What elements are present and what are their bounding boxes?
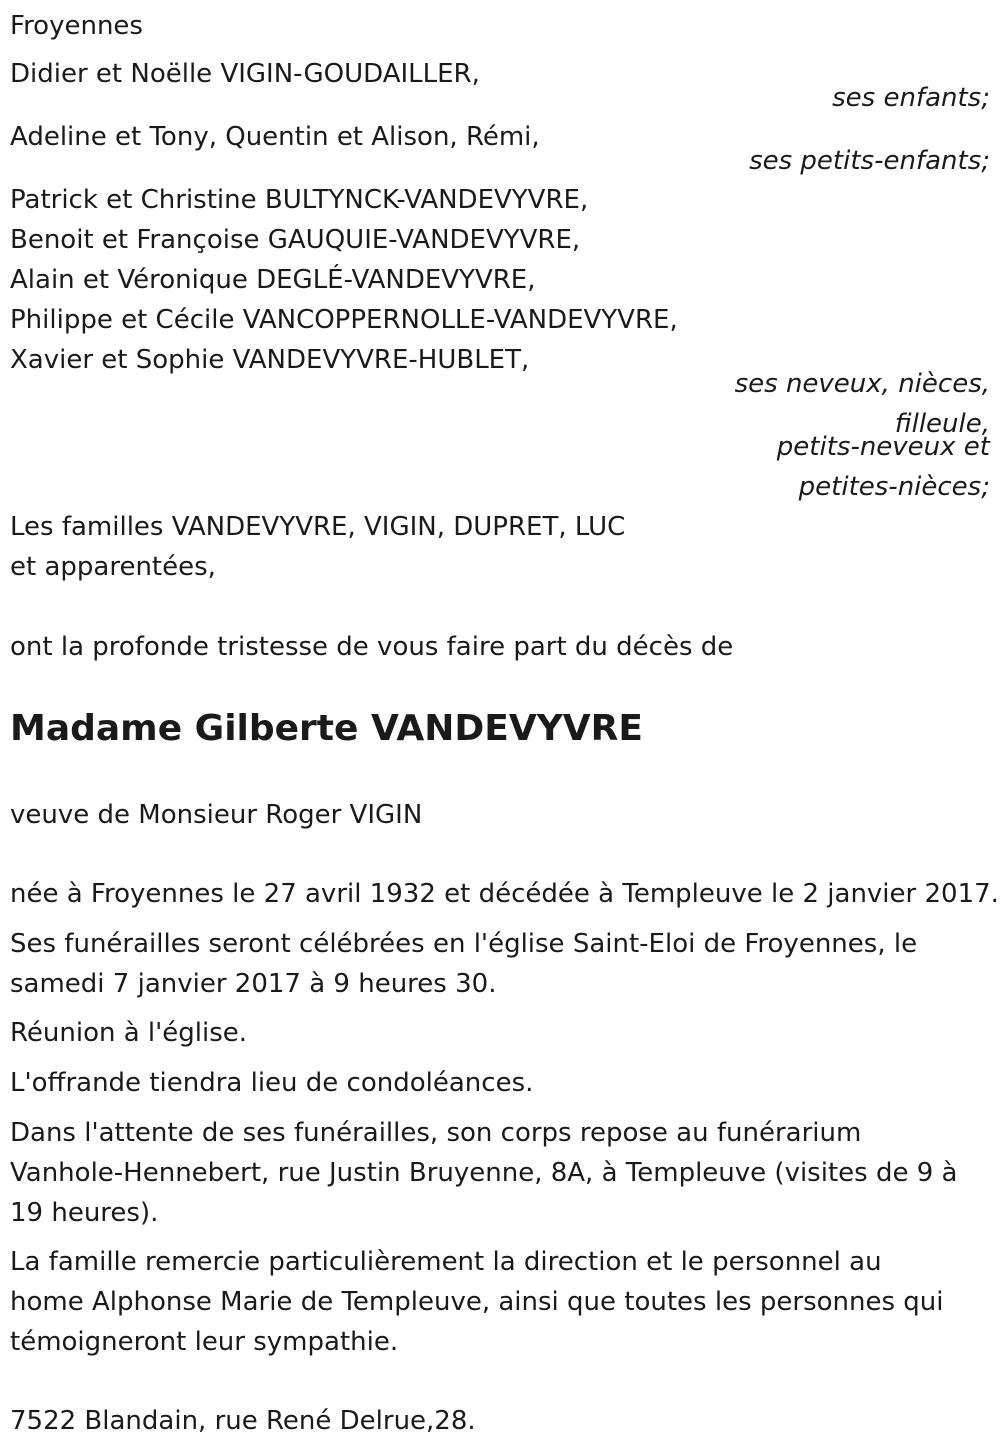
- nephews-role: ses neveux, nièces,: [734, 369, 990, 399]
- thanks-line: La famille remercie particulièrement la direction et le personnel au: [10, 1247, 882, 1277]
- families-line: Les familles VANDEVYVRE, VIGIN, DUPRET, LUC: [10, 512, 626, 542]
- meeting-line: Réunion à l'église.: [10, 1018, 248, 1048]
- nephews-role: petits-neveux et: [776, 432, 990, 462]
- children-role: ses enfants;: [832, 83, 990, 113]
- nephews-role: petites-nièces;: [798, 472, 990, 502]
- thanks-line: témoigneront leur sympathie.: [10, 1327, 399, 1357]
- grandchildren-names: Adeline et Tony, Quentin et Alison, Rémi,: [10, 122, 540, 152]
- funerarium-line: Dans l'attente de ses funérailles, son corps repose au funérarium: [10, 1118, 862, 1148]
- nephew-line: Philippe et Cécile VANCOPPERNOLLE-VANDEVYVRE,: [10, 305, 678, 335]
- children-names: Didier et Noëlle VIGIN-GOUDAILLER,: [10, 59, 480, 89]
- funeral-line: Ses funérailles seront célébrées en l'église Saint-Eloi de Froyennes, le: [10, 929, 918, 959]
- funeral-line: samedi 7 janvier 2017 à 9 heures 30.: [10, 969, 497, 999]
- funerarium-line: 19 heures).: [10, 1198, 159, 1228]
- address-line: 7522 Blandain, rue René Delrue,28.: [10, 1406, 476, 1436]
- nephew-line: Benoit et Françoise GAUQUIE-VANDEVYVRE,: [10, 225, 581, 255]
- families-line: et apparentées,: [10, 552, 216, 582]
- offering-line: L'offrande tiendra lieu de condoléances.: [10, 1068, 534, 1098]
- widow-of: veuve de Monsieur Roger VIGIN: [10, 800, 423, 830]
- funerarium-line: Vanhole-Hennebert, rue Justin Bruyenne, 8A, à Templeuve (visites de 9 à: [10, 1158, 958, 1188]
- nephews-role: filleule,: [894, 409, 990, 439]
- location-header: Froyennes: [10, 11, 143, 41]
- nephew-line: Xavier et Sophie VANDEVYVRE-HUBLET,: [10, 345, 530, 375]
- deceased-name: Madame Gilberte VANDEVYVRE: [10, 708, 643, 749]
- thanks-line: home Alphonse Marie de Templeuve, ainsi que toutes les personnes qui: [10, 1287, 944, 1317]
- nephew-line: Alain et Véronique DEGLÉ-VANDEVYVRE,: [10, 265, 536, 295]
- nephew-line: Patrick et Christine BULTYNCK-VANDEVYVRE,: [10, 185, 589, 215]
- announcement-intro: ont la profonde tristesse de vous faire part du décès de: [10, 632, 734, 662]
- birth-death-line: née à Froyennes le 27 avril 1932 et décédée à Templeuve le 2 janvier 2017.: [10, 879, 999, 909]
- grandchildren-role: ses petits-enfants;: [749, 146, 990, 176]
